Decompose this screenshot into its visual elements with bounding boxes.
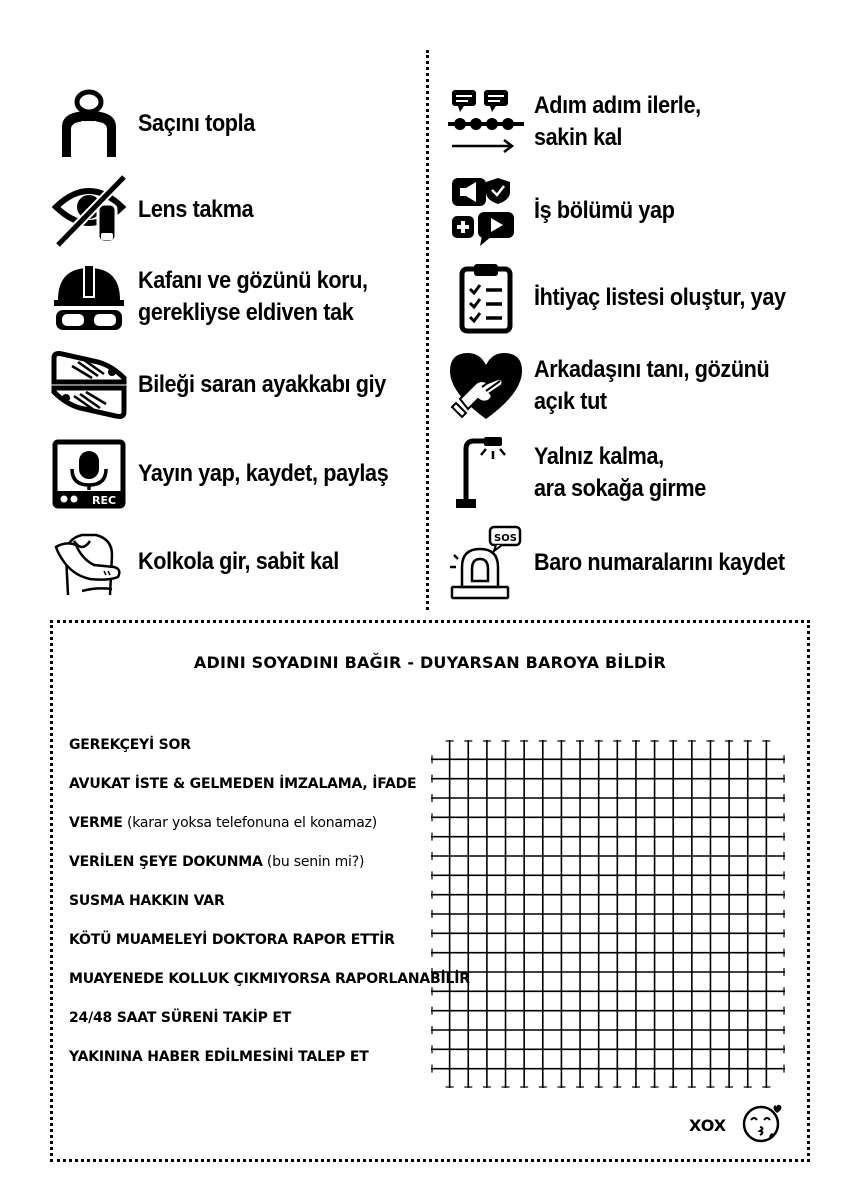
tip-not-alone — [446, 433, 725, 513]
siren-sos-icon — [446, 523, 526, 603]
sneakers-icon — [50, 346, 128, 424]
tip-arm-in-arm — [50, 523, 361, 601]
kissing-face-icon — [740, 1101, 784, 1150]
tip-hair — [50, 85, 268, 163]
tip-text: Kolkola gir, sabit kal — [138, 548, 339, 576]
heart-handshake-icon — [446, 346, 526, 426]
rights-title: ADINI SOYADINI BAĞIR - DUYARSAN BAROYA BİLDİR — [193, 653, 667, 672]
tip-text: Arkadaşını tanı, gözünü açık tut — [534, 356, 770, 415]
tip-text: Adım adım ilerle, sakin kal — [534, 92, 701, 151]
tip-step-by-step — [446, 82, 719, 162]
signature — [689, 1101, 784, 1150]
column-divider — [426, 50, 429, 610]
tip-text: Bileği saran ayakkabı giy — [138, 371, 386, 399]
tip-shoes — [50, 346, 413, 424]
tip-text: Yalnız kalma, ara sokağa girme — [534, 443, 706, 502]
task-division-icon — [446, 171, 526, 251]
tip-lens — [50, 171, 266, 249]
tip-know-friend — [446, 346, 796, 426]
tip-record — [50, 435, 416, 513]
checklist-icon — [446, 258, 526, 338]
tip-bar-numbers — [446, 523, 813, 603]
rights-item: VERİLEN ŞEYE DOKUNMA (bu senin mi?) — [69, 854, 365, 870]
tip-task-division — [446, 171, 690, 251]
hug-arm-icon — [50, 523, 128, 601]
street-lamp-icon — [446, 433, 526, 513]
rights-item: KÖTÜ MUAMELEYİ DOKTORA RAPOR ETTİR — [69, 932, 395, 948]
tip-text: İş bölümü yap — [534, 197, 675, 225]
tip-text: Baro numaralarını kaydet — [534, 549, 785, 577]
rights-item: SUSMA HAKKIN VAR — [69, 893, 225, 909]
tip-text: Lens takma — [138, 196, 254, 224]
svg-text:REC: REC — [92, 494, 117, 507]
rights-item: VERME (karar yoksa telefonuna el konamaz) — [69, 815, 378, 831]
helmet-goggles-icon — [50, 258, 128, 336]
hair-bun-icon — [50, 85, 128, 163]
rights-box — [50, 620, 810, 1162]
rights-item: AVUKAT İSTE & GELMEDEN İMZALAMA, İFADE — [69, 776, 417, 792]
rights-item: GEREKÇEYİ SOR — [69, 737, 191, 753]
tip-text: Yayın yap, kaydet, paylaş — [138, 460, 389, 488]
tip-needs-list — [446, 258, 814, 338]
rights-item: 24/48 SAAT SÜRENİ TAKİP ET — [69, 1010, 292, 1026]
note-grid — [431, 740, 785, 1088]
rights-item: YAKININA HABER EDİLMESİNİ TALEP ET — [69, 1049, 369, 1065]
signature-text: XOX — [689, 1116, 727, 1135]
no-lens-icon — [50, 171, 128, 249]
tip-text: Kafanı ve gözünü koru, gerekliyse eldiven tak — [138, 267, 368, 326]
tip-text: İhtiyaç listesi oluştur, yay — [534, 284, 786, 312]
tip-text: Saçını topla — [138, 110, 255, 138]
svg-text:SOS: SOS — [494, 533, 517, 544]
rights-item: MUAYENEDE KOLLUK ÇIKMIYORSA RAPORLANABİLİR — [69, 971, 470, 987]
step-by-step-icon — [446, 82, 526, 162]
tip-protect — [50, 258, 393, 336]
record-microphone-icon — [50, 435, 128, 513]
